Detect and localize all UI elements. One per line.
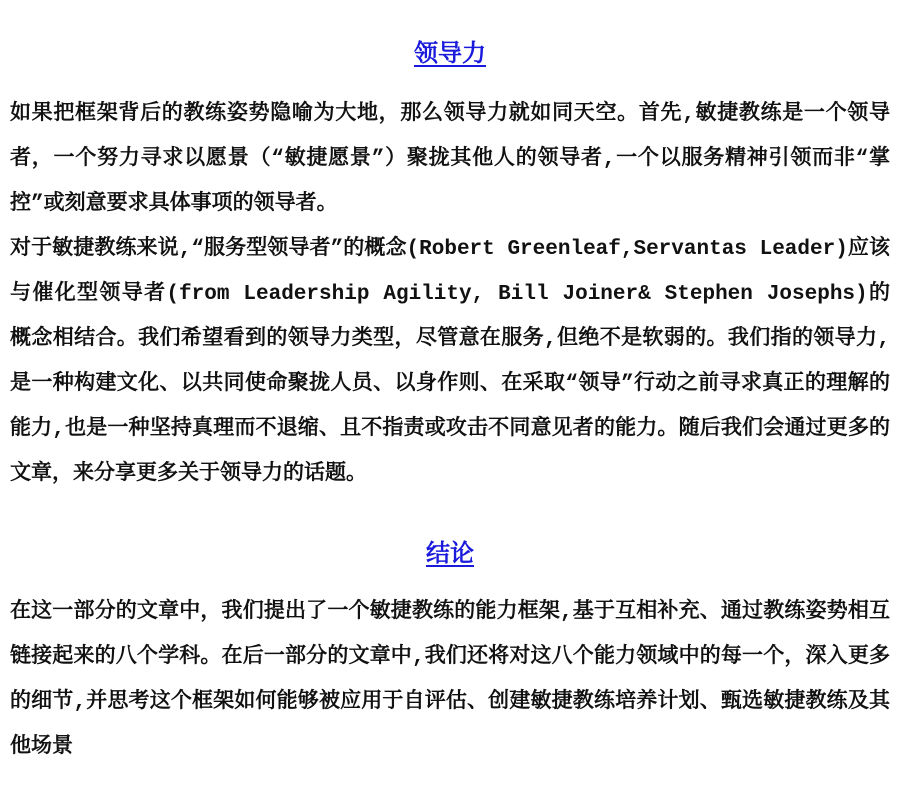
conclusion-paragraph-1: 在这一部分的文章中，我们提出了一个敏捷教练的能力框架,基于互相补充、通过教练姿势相互链接起来的八个学科。在后一部分的文章中,我们还将对这八个能力领域中的每一个，深入更多的细节,并思考这个框架如何能够被应用于自评估、创建敏捷教练培养计划、甄选敏捷教练及其他场景 xyxy=(10,601,890,759)
section-title-conclusion xyxy=(0,538,900,568)
leadership-heading-link[interactable]: 领导力 xyxy=(414,38,486,67)
leadership-paragraph-2: 对于敏捷教练来说,“服务型领导者”的概念(Robert Greenleaf,Servantas Leader)应该与催化型领导者(from Leadership Agility, Bill Joiner& Stephen Josephs)的概念相结合。我们希望看到的领导力类型，尽管意在服务,但绝不是软弱的。我们指的领导力,是一种构建文化、以共同使命聚拢人员、以身作则、在采取“领导”行动之前寻求真正的理解的能力,也是一种坚持真理而不退缩、且不指责或攻击不同意见者的能力。随后我们会通过更多的文章，来分享更多关于领导力的话题。 xyxy=(10,238,890,486)
leadership-section-body xyxy=(10,92,890,497)
conclusion-heading-link[interactable]: 结论 xyxy=(426,538,474,567)
section-title-leadership xyxy=(0,38,900,68)
conclusion-section-body xyxy=(10,590,890,770)
leadership-paragraph-1: 如果把框架背后的教练姿势隐喻为大地，那么领导力就如同天空。首先,敏捷教练是一个领导者，一个努力寻求以愿景（“敏捷愿景”）聚拢其他人的领导者,一个以服务精神引领而非“掌控”或刻意要求具体事项的领导者。 xyxy=(10,103,890,216)
